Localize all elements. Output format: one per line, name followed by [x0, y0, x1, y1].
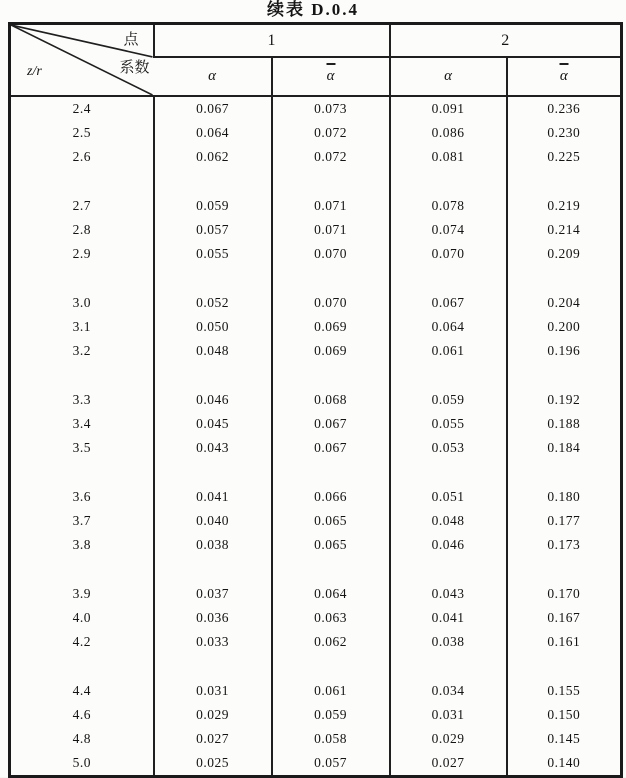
- value-cell: 0.069: [272, 339, 390, 363]
- table-row: [10, 218, 622, 242]
- table-row: [10, 679, 622, 703]
- value-cell: 0.150: [507, 703, 622, 727]
- table-row: [10, 315, 622, 339]
- alpha-bar-header-2: [507, 57, 622, 96]
- zr-cell: 4.4: [72, 683, 91, 698]
- value-cell: 0.031: [154, 679, 272, 703]
- zr-cell: 5.0: [72, 755, 91, 770]
- value-cell: 0.037: [154, 582, 272, 606]
- table-row: [10, 727, 622, 751]
- zr-cell: 4.0: [72, 610, 91, 625]
- spacer-row: [10, 266, 622, 291]
- alpha-symbol: α: [208, 68, 216, 84]
- value-cell: 0.045: [154, 412, 272, 436]
- spacer-cell: [154, 460, 272, 485]
- value-cell: 0.059: [154, 194, 272, 218]
- spacer-cell: [10, 266, 154, 291]
- value-cell: 0.140: [507, 751, 622, 777]
- overbar-icon: [326, 63, 335, 65]
- value-cell: 0.059: [390, 388, 507, 412]
- table-row: [10, 606, 622, 630]
- zr-cell: 3.8: [72, 537, 91, 552]
- spacer-cell: [390, 654, 507, 679]
- alpha-header-2: [390, 57, 507, 96]
- value-cell: 0.052: [154, 291, 272, 315]
- table-row: [10, 412, 622, 436]
- value-cell: 0.236: [507, 96, 622, 121]
- table-row: [10, 485, 622, 509]
- value-cell: 0.067: [272, 412, 390, 436]
- alpha-bar-header-1: [272, 57, 390, 96]
- value-cell: 0.055: [154, 242, 272, 266]
- value-cell: 0.043: [390, 582, 507, 606]
- spacer-cell: [390, 266, 507, 291]
- corner-label-coefficient: 系数: [119, 60, 150, 76]
- value-cell: 0.225: [507, 145, 622, 169]
- value-cell: 0.214: [507, 218, 622, 242]
- overbar-icon: [559, 63, 568, 65]
- alpha-header-1: [154, 57, 272, 96]
- value-cell: 0.180: [507, 485, 622, 509]
- zr-cell: 2.4: [72, 101, 91, 116]
- spacer-row: [10, 169, 622, 194]
- value-cell: 0.069: [272, 315, 390, 339]
- value-cell: 0.086: [390, 121, 507, 145]
- value-cell: 0.073: [272, 96, 390, 121]
- spacer-cell: [272, 460, 390, 485]
- value-cell: 0.040: [154, 509, 272, 533]
- value-cell: 0.065: [272, 509, 390, 533]
- value-cell: 0.078: [390, 194, 507, 218]
- value-cell: 0.027: [154, 727, 272, 751]
- coefficient-table: [8, 22, 623, 778]
- value-cell: 0.055: [390, 412, 507, 436]
- zr-cell: 2.8: [72, 222, 91, 237]
- value-cell: 0.170: [507, 582, 622, 606]
- value-cell: 0.064: [154, 121, 272, 145]
- value-cell: 0.053: [390, 436, 507, 460]
- value-cell: 0.050: [154, 315, 272, 339]
- value-cell: 0.200: [507, 315, 622, 339]
- spacer-cell: [507, 460, 622, 485]
- table-row: [10, 339, 622, 363]
- value-cell: 0.064: [272, 582, 390, 606]
- zr-cell: 3.9: [72, 586, 91, 601]
- zr-cell: 2.5: [72, 125, 91, 140]
- zr-cell: 3.2: [72, 343, 91, 358]
- spacer-cell: [154, 169, 272, 194]
- zr-cell: 2.7: [72, 198, 91, 213]
- zr-cell: 3.0: [72, 295, 91, 310]
- zr-cell: 4.2: [72, 634, 91, 649]
- value-cell: 0.061: [272, 679, 390, 703]
- value-cell: 0.067: [154, 96, 272, 121]
- zr-cell: 4.6: [72, 707, 91, 722]
- value-cell: 0.038: [154, 533, 272, 557]
- value-cell: 0.070: [390, 242, 507, 266]
- table-row: [10, 533, 622, 557]
- corner-label-zr: z/r: [27, 64, 42, 79]
- zr-cell: 2.9: [72, 246, 91, 261]
- diagonal-header-cell: [10, 24, 154, 97]
- value-cell: 0.062: [154, 145, 272, 169]
- value-cell: 0.034: [390, 679, 507, 703]
- value-cell: 0.057: [272, 751, 390, 777]
- value-cell: 0.161: [507, 630, 622, 654]
- value-cell: 0.071: [272, 218, 390, 242]
- spacer-cell: [507, 266, 622, 291]
- value-cell: 0.167: [507, 606, 622, 630]
- value-cell: 0.230: [507, 121, 622, 145]
- header-row-groups: [10, 24, 622, 58]
- value-cell: 0.058: [272, 727, 390, 751]
- alpha-symbol: α: [444, 68, 452, 84]
- spacer-cell: [390, 460, 507, 485]
- spacer-row: [10, 363, 622, 388]
- table-row: [10, 388, 622, 412]
- table-body: [10, 96, 622, 777]
- table-header: [10, 24, 622, 97]
- value-cell: 0.188: [507, 412, 622, 436]
- spacer-cell: [272, 169, 390, 194]
- alpha-bar-symbol: α: [560, 68, 568, 85]
- zr-cell: 3.1: [72, 319, 91, 334]
- point-group-2-header: 2: [390, 24, 622, 58]
- value-cell: 0.070: [272, 242, 390, 266]
- value-cell: 0.067: [272, 436, 390, 460]
- spacer-cell: [272, 266, 390, 291]
- table-row: [10, 194, 622, 218]
- spacer-cell: [390, 557, 507, 582]
- value-cell: 0.173: [507, 533, 622, 557]
- table-row: [10, 630, 622, 654]
- spacer-row: [10, 460, 622, 485]
- value-cell: 0.072: [272, 145, 390, 169]
- value-cell: 0.155: [507, 679, 622, 703]
- zr-cell: 3.6: [72, 489, 91, 504]
- spacer-cell: [272, 363, 390, 388]
- spacer-cell: [10, 654, 154, 679]
- value-cell: 0.063: [272, 606, 390, 630]
- table-row: [10, 703, 622, 727]
- value-cell: 0.046: [390, 533, 507, 557]
- value-cell: 0.204: [507, 291, 622, 315]
- table-row: [10, 145, 622, 169]
- value-cell: 0.029: [154, 703, 272, 727]
- spacer-cell: [10, 460, 154, 485]
- value-cell: 0.070: [272, 291, 390, 315]
- spacer-cell: [272, 654, 390, 679]
- value-cell: 0.081: [390, 145, 507, 169]
- table-row: [10, 509, 622, 533]
- value-cell: 0.196: [507, 339, 622, 363]
- spacer-cell: [154, 266, 272, 291]
- value-cell: 0.048: [390, 509, 507, 533]
- table-title: 续表 D.0.4: [266, 0, 360, 19]
- table-row: [10, 121, 622, 145]
- zr-cell: 3.5: [72, 440, 91, 455]
- value-cell: 0.145: [507, 727, 622, 751]
- spacer-cell: [10, 169, 154, 194]
- value-cell: 0.064: [390, 315, 507, 339]
- value-cell: 0.048: [154, 339, 272, 363]
- spacer-cell: [507, 557, 622, 582]
- value-cell: 0.038: [390, 630, 507, 654]
- value-cell: 0.036: [154, 606, 272, 630]
- spacer-cell: [154, 557, 272, 582]
- value-cell: 0.043: [154, 436, 272, 460]
- value-cell: 0.031: [390, 703, 507, 727]
- spacer-cell: [272, 557, 390, 582]
- spacer-row: [10, 557, 622, 582]
- value-cell: 0.041: [390, 606, 507, 630]
- table-row: [10, 582, 622, 606]
- zr-cell: 3.4: [72, 416, 91, 431]
- value-cell: 0.027: [390, 751, 507, 777]
- value-cell: 0.041: [154, 485, 272, 509]
- zr-cell: 2.6: [72, 149, 91, 164]
- value-cell: 0.177: [507, 509, 622, 533]
- value-cell: 0.068: [272, 388, 390, 412]
- spacer-cell: [154, 654, 272, 679]
- table-row: [10, 242, 622, 266]
- value-cell: 0.029: [390, 727, 507, 751]
- value-cell: 0.062: [272, 630, 390, 654]
- value-cell: 0.051: [390, 485, 507, 509]
- table-row: [10, 96, 622, 121]
- spacer-cell: [10, 557, 154, 582]
- table-row: [10, 751, 622, 777]
- value-cell: 0.091: [390, 96, 507, 121]
- value-cell: 0.059: [272, 703, 390, 727]
- zr-cell: 4.8: [72, 731, 91, 746]
- alpha-bar-symbol: α: [327, 68, 335, 85]
- spacer-cell: [154, 363, 272, 388]
- point-group-1-header: 1: [154, 24, 390, 58]
- spacer-cell: [10, 363, 154, 388]
- value-cell: 0.074: [390, 218, 507, 242]
- spacer-cell: [390, 169, 507, 194]
- table-row: [10, 436, 622, 460]
- value-cell: 0.033: [154, 630, 272, 654]
- value-cell: 0.057: [154, 218, 272, 242]
- value-cell: 0.066: [272, 485, 390, 509]
- zr-cell: 3.3: [72, 392, 91, 407]
- value-cell: 0.065: [272, 533, 390, 557]
- spacer-cell: [507, 363, 622, 388]
- value-cell: 0.209: [507, 242, 622, 266]
- value-cell: 0.071: [272, 194, 390, 218]
- value-cell: 0.061: [390, 339, 507, 363]
- value-cell: 0.072: [272, 121, 390, 145]
- value-cell: 0.025: [154, 751, 272, 777]
- corner-label-point: 点: [123, 32, 139, 48]
- zr-cell: 3.7: [72, 513, 91, 528]
- spacer-row: [10, 654, 622, 679]
- value-cell: 0.067: [390, 291, 507, 315]
- value-cell: 0.184: [507, 436, 622, 460]
- value-cell: 0.219: [507, 194, 622, 218]
- spacer-cell: [390, 363, 507, 388]
- spacer-cell: [507, 169, 622, 194]
- table-row: [10, 291, 622, 315]
- value-cell: 0.046: [154, 388, 272, 412]
- spacer-cell: [507, 654, 622, 679]
- value-cell: 0.192: [507, 388, 622, 412]
